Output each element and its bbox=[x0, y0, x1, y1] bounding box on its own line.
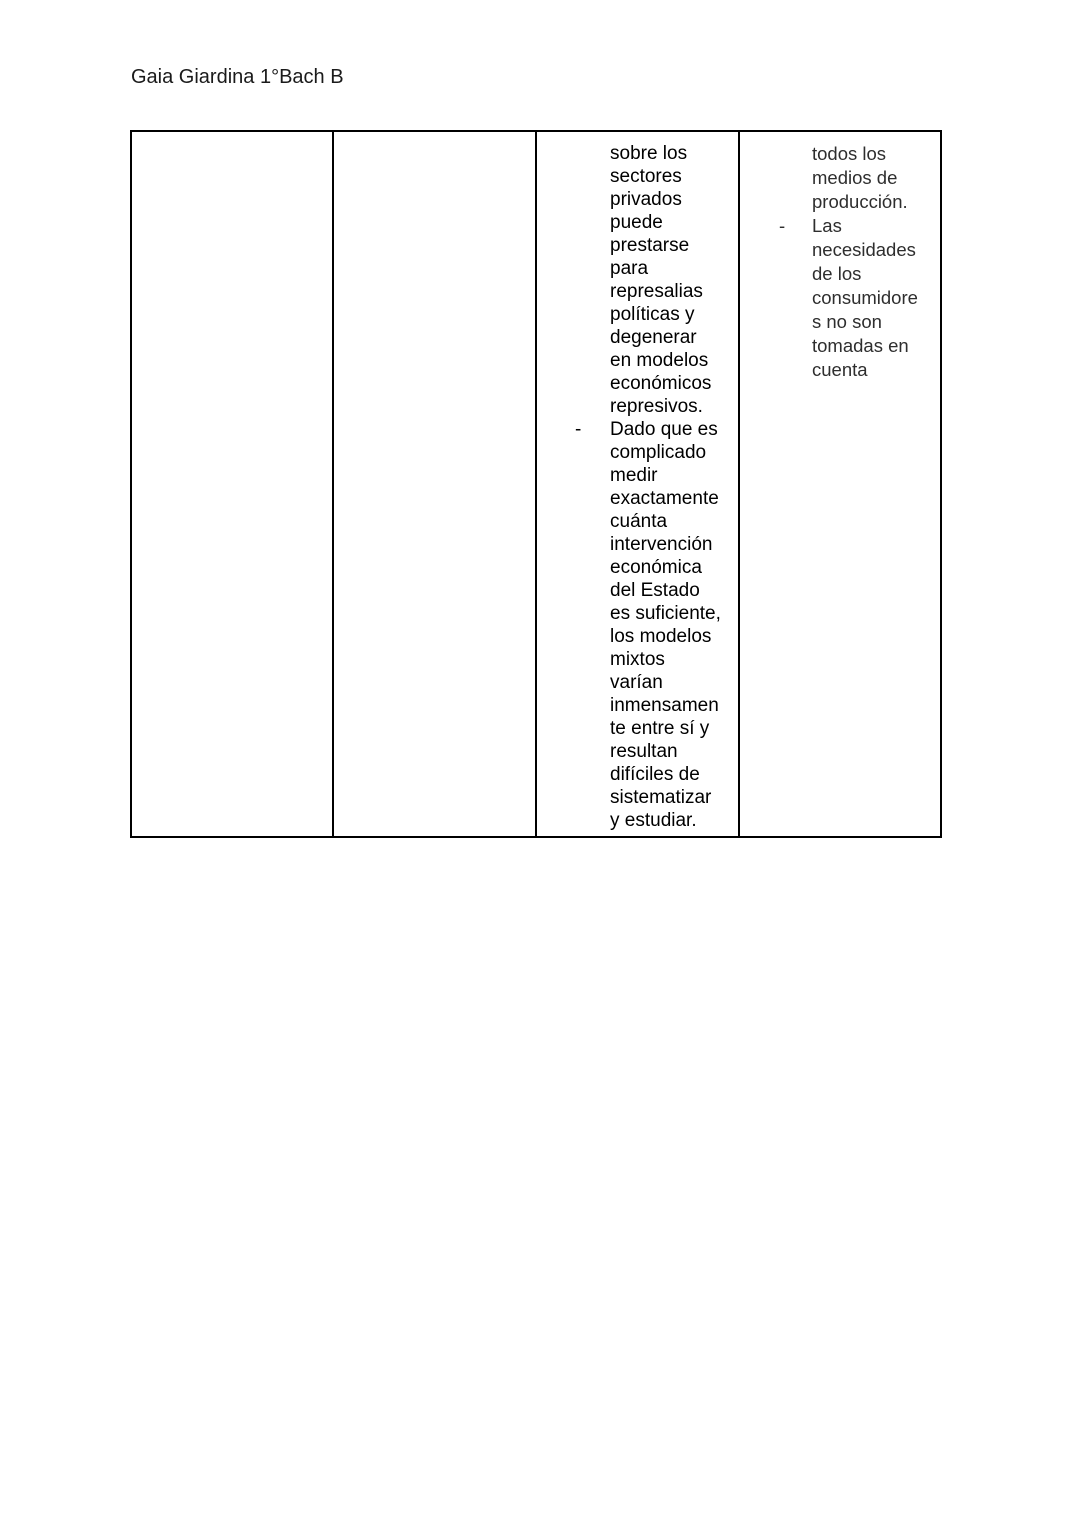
cell-text-line bbox=[812, 310, 918, 334]
line-text: para bbox=[610, 258, 649, 279]
cell-text-line bbox=[812, 238, 918, 262]
cell-text-line bbox=[610, 280, 721, 303]
cell-text-line bbox=[610, 809, 721, 832]
page-header: Gaia Giardina 1°Bach B bbox=[131, 66, 344, 88]
line-text: te entre sí y bbox=[610, 718, 710, 739]
cell-text-line bbox=[610, 556, 721, 579]
cell-text-line bbox=[610, 165, 721, 188]
cell-text-line bbox=[610, 372, 721, 395]
line-text: todos los bbox=[812, 143, 887, 164]
cell-text-line bbox=[610, 211, 721, 234]
line-text: represivos. bbox=[610, 396, 703, 417]
line-text: económica bbox=[610, 557, 702, 578]
cell-text-line bbox=[610, 257, 721, 280]
bullet-dash: - bbox=[779, 215, 786, 236]
cell-text-line bbox=[610, 349, 721, 372]
line-text: intervención bbox=[610, 534, 713, 555]
line-text: en modelos bbox=[610, 350, 709, 371]
line-text: políticas y bbox=[610, 304, 695, 325]
line-text: mixtos bbox=[610, 649, 665, 670]
line-text: sectores bbox=[610, 166, 682, 187]
cell-text-line bbox=[812, 286, 918, 310]
line-text: medios de bbox=[812, 167, 898, 188]
line-text: complicado bbox=[610, 442, 707, 463]
cell-text-line bbox=[610, 234, 721, 257]
line-text: sobre los bbox=[610, 143, 688, 164]
column-divider bbox=[332, 132, 334, 836]
line-text: resultan bbox=[610, 741, 678, 762]
line-text: tomadas en bbox=[812, 335, 909, 356]
cell-text-line bbox=[610, 441, 721, 464]
cell-text-line bbox=[610, 579, 721, 602]
cell-text-line bbox=[610, 763, 721, 786]
cell-text-line bbox=[610, 464, 721, 487]
line-text: producción. bbox=[812, 191, 908, 212]
line-text: consumidore bbox=[812, 287, 918, 308]
cell-text-line bbox=[610, 326, 721, 349]
cell-text-line bbox=[610, 740, 721, 763]
cell-text-line bbox=[812, 358, 918, 382]
line-text: s no son bbox=[812, 311, 882, 332]
cell-text-line bbox=[610, 142, 721, 165]
cell-text-line bbox=[812, 334, 918, 358]
line-text: cuánta bbox=[610, 511, 668, 532]
cell-text-line bbox=[610, 303, 721, 326]
bullet-dash: - bbox=[575, 419, 582, 440]
line-text: los modelos bbox=[610, 626, 712, 647]
line-text: prestarse bbox=[610, 235, 690, 256]
line-text: exactamente bbox=[610, 488, 719, 509]
line-text: difíciles de bbox=[610, 764, 700, 785]
cell-text-line bbox=[610, 395, 721, 418]
line-text: varían bbox=[610, 672, 663, 693]
cell-text-line bbox=[812, 166, 918, 190]
line-text: sistematizar bbox=[610, 787, 712, 808]
line-text: del Estado bbox=[610, 580, 700, 601]
cell-text-line bbox=[610, 786, 721, 809]
line-text: necesidades bbox=[812, 239, 916, 260]
cell-text-line bbox=[610, 625, 721, 648]
line-text: cuenta bbox=[812, 359, 868, 380]
line-text: inmensamen bbox=[610, 695, 719, 716]
cell-text-line bbox=[610, 533, 721, 556]
cell-text-line bbox=[779, 214, 918, 238]
line-text: es suficiente, bbox=[610, 603, 721, 624]
column-divider bbox=[738, 132, 740, 836]
line-text: Dado que es bbox=[610, 419, 718, 440]
line-text: puede bbox=[610, 212, 663, 233]
cell-text-line bbox=[610, 487, 721, 510]
cell-text-line bbox=[575, 418, 721, 441]
line-text: económicos bbox=[610, 373, 712, 394]
cell-text-line bbox=[812, 262, 918, 286]
table-cell-column-3 bbox=[575, 142, 721, 832]
cell-text-line bbox=[812, 142, 918, 166]
line-text: de los bbox=[812, 263, 862, 284]
comparison-table bbox=[130, 130, 942, 838]
cell-text-line bbox=[610, 188, 721, 211]
cell-text-line bbox=[610, 602, 721, 625]
line-text: medir bbox=[610, 465, 658, 486]
line-text: y estudiar. bbox=[610, 810, 697, 831]
cell-text-line bbox=[610, 510, 721, 533]
cell-text-line bbox=[610, 717, 721, 740]
line-text: privados bbox=[610, 189, 682, 210]
cell-text-line bbox=[610, 648, 721, 671]
cell-text-line bbox=[610, 694, 721, 717]
line-text: degenerar bbox=[610, 327, 697, 348]
line-text: Las bbox=[812, 215, 842, 236]
table-cell-column-4 bbox=[779, 142, 918, 382]
column-divider bbox=[535, 132, 537, 836]
line-text: represalias bbox=[610, 281, 703, 302]
cell-text-line bbox=[812, 190, 918, 214]
cell-text-line bbox=[610, 671, 721, 694]
